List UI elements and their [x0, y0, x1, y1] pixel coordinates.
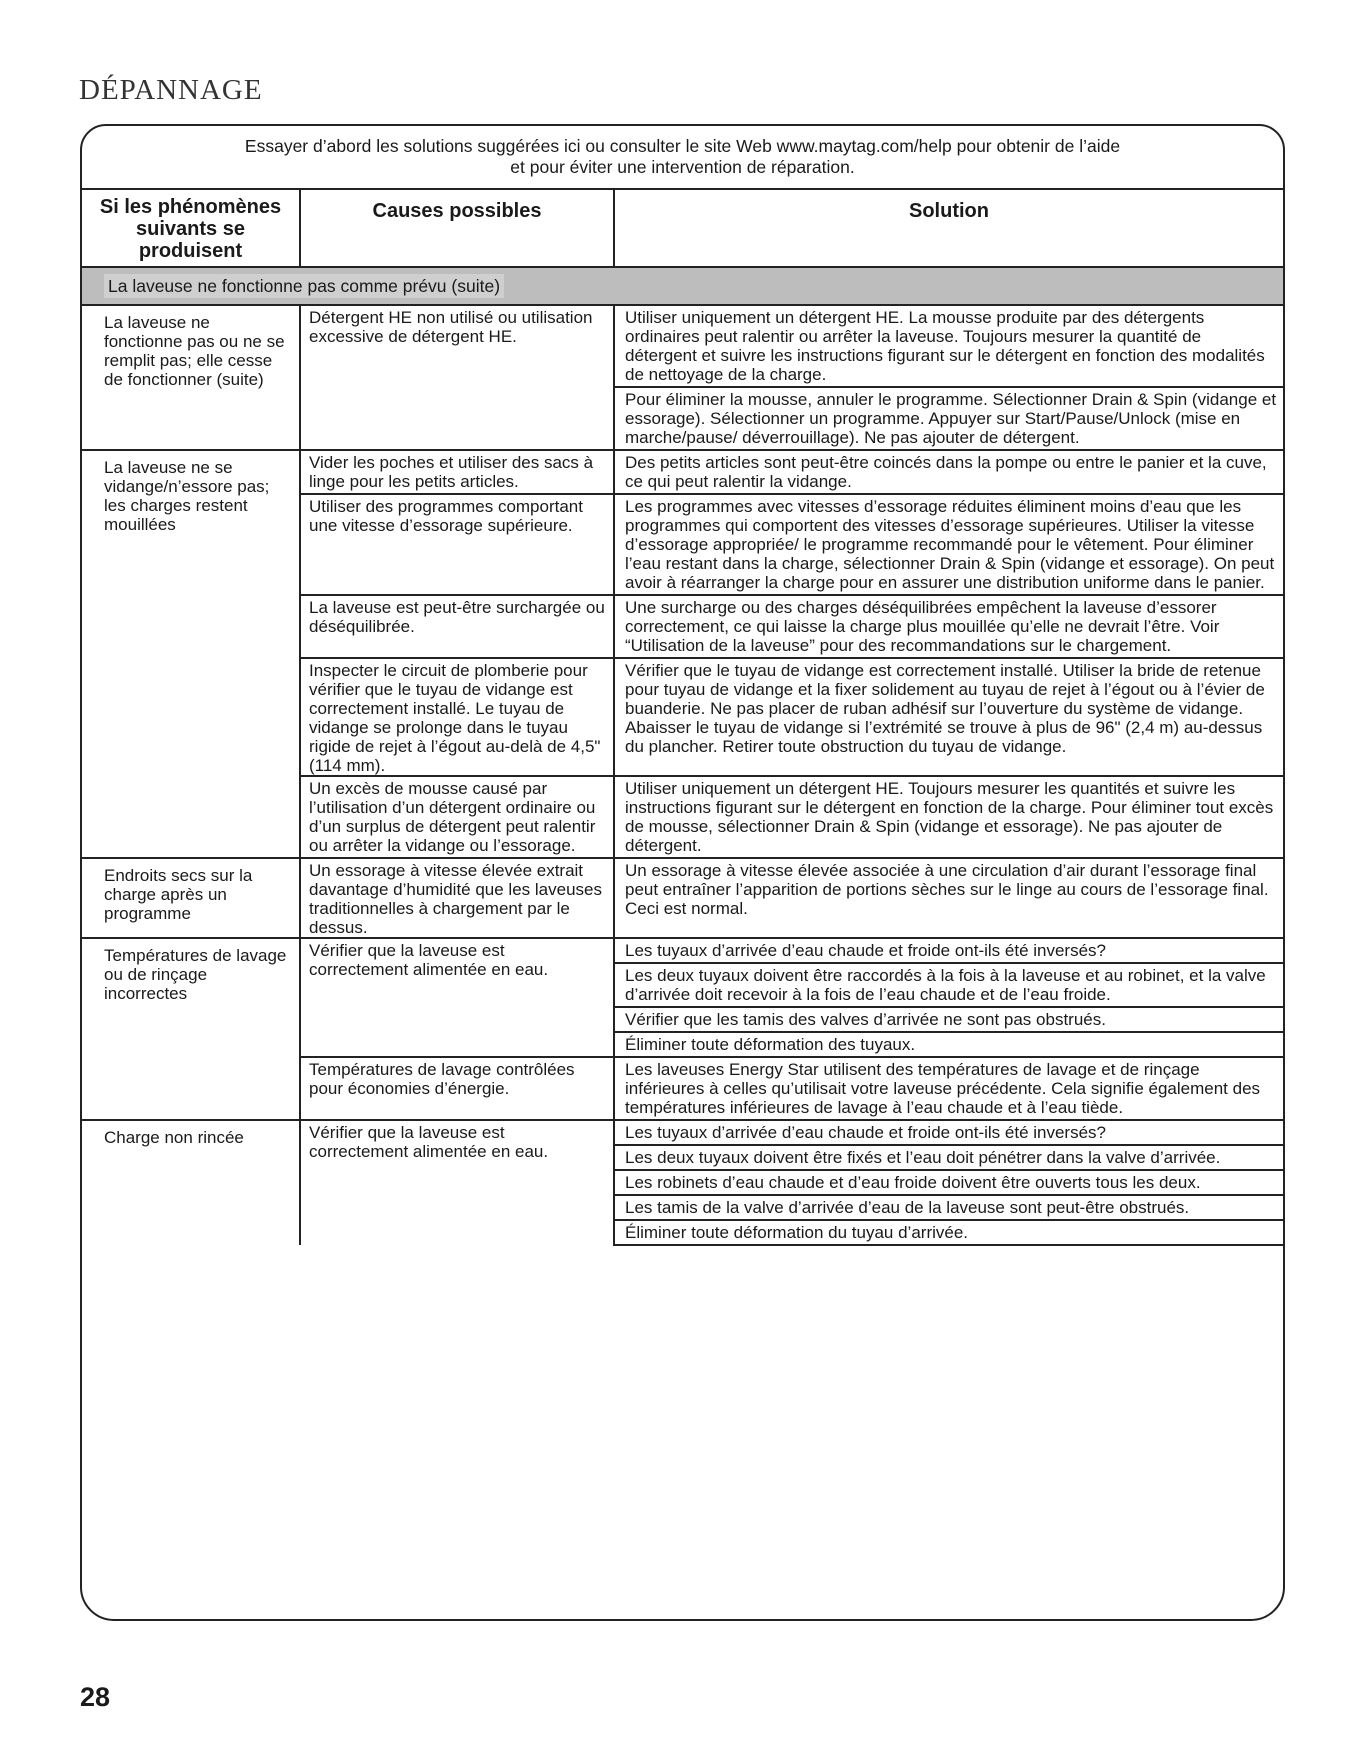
page-title: DÉPANNAGE — [79, 74, 263, 106]
section-title-cell — [82, 267, 1283, 305]
cause-cell: Températures de lavage contrôlées pour économies d’énergie. — [300, 1057, 614, 1120]
cause-cell: Détergent HE non utilisé ou utilisation excessive de détergent HE. — [300, 305, 614, 450]
solution-cell: Les tamis de la valve d’arrivée d’eau de la laveuse sont peut-être obstrués. — [614, 1195, 1283, 1220]
header-symptom: Si les phénomènes suivants se produisent — [82, 189, 300, 267]
solution-cell: Vérifier que les tamis des valves d’arrivée ne sont pas obstrués. — [614, 1007, 1283, 1032]
cause-cell: Un excès de mousse causé par l’utilisation d’un détergent ordinaire ou d’un surplus de détergent peut ralentir ou arrêter la vidange ou l’essorage. — [300, 776, 614, 858]
cause-cell: Un essorage à vitesse élevée extrait davantage d’humidité que les laveuses traditionnelles à chargement par le dessus. — [300, 858, 614, 938]
cause-cell: Vérifier que la laveuse est correctement alimentée en eau. — [300, 1120, 614, 1245]
troubleshooting-table — [82, 188, 1283, 1246]
cause-cell: Vérifier que la laveuse est correctement alimentée en eau. — [300, 938, 614, 1057]
symptom-cell: La laveuse ne fonctionne pas ou ne se remplit pas; elle cesse de fonctionner (suite) — [82, 305, 300, 450]
solution-cell: Vérifier que le tuyau de vidange est correctement installé. Utiliser la bride de retenue pour tuyau de vidange et la fixer solidement au tuyau de rejet à l’égout ou à l’évier de buanderie. Ne pas placer de ruban adhésif sur l’ouverture du système de vidange. Abaisser le tuyau de vidange si l’extrémité se trouve à plus de 96" (2,4 m) au-dessus du plancher. Retirer toute obstruction du tuyau de vidange. — [614, 658, 1283, 776]
solution-cell: Une surcharge ou des charges déséquilibrées empêchent la laveuse d’essorer correctement, ce qui laisse la charge plus mouillée qu’elle ne devrait l’être. Voir “Utilisation de la laveuse” pour des recommandations sur le chargement. — [614, 595, 1283, 658]
table-row — [82, 1120, 1283, 1145]
solution-cell: Les tuyaux d’arrivée d’eau chaude et froide ont-ils été inversés? — [614, 1120, 1283, 1145]
table-row — [82, 938, 1283, 963]
intro-text — [82, 126, 1283, 188]
page-number: 28 — [80, 1682, 111, 1712]
solution-cell: Éliminer toute déformation des tuyaux. — [614, 1032, 1283, 1057]
table-header-row — [82, 189, 1283, 267]
symptom-cell: Températures de lavage ou de rinçage incorrectes — [82, 938, 300, 1120]
troubleshooting-frame — [80, 124, 1285, 1621]
cause-cell: Utiliser des programmes comportant une vitesse d’essorage supérieure. — [300, 494, 614, 595]
intro-line-2: et pour éviter une intervention de réparation. — [510, 157, 855, 177]
table-row — [82, 858, 1283, 938]
solution-cell: Les deux tuyaux doivent être fixés et l’eau doit pénétrer dans la valve d’arrivée. — [614, 1145, 1283, 1170]
cause-cell: Vider les poches et utiliser des sacs à linge pour les petits articles. — [300, 450, 614, 494]
solution-cell: Un essorage à vitesse élevée associée à une circulation d’air durant l’essorage final peut entraîner l’apparition de portions sèches sur le linge au cours de l’essorage final. Ceci est normal. — [614, 858, 1283, 938]
header-causes: Causes possibles — [300, 189, 614, 267]
cause-cell: Inspecter le circuit de plomberie pour vérifier que le tuyau de vidange est correctement installé. Le tuyau de vidange se prolonge dans le tuyau rigide de rejet à l’égout au-delà de 4,5" (114 mm). — [300, 658, 614, 776]
section-title: La laveuse ne fonctionne pas comme prévu (suite) — [104, 274, 504, 298]
table-row — [82, 305, 1283, 387]
cause-cell: La laveuse est peut-être surchargée ou déséquilibrée. — [300, 595, 614, 658]
solution-cell: Les tuyaux d’arrivée d’eau chaude et froide ont-ils été inversés? — [614, 938, 1283, 963]
solution-cell: Les programmes avec vitesses d’essorage réduites éliminent moins d’eau que les programmes qui comportent des vitesses d’essorage supérieures. Utiliser la vitesse d’essorage appropriée/ le programme recommandé pour le vêtement. Pour éliminer l’eau restant dans la charge, sélectionner Drain & Spin (vidange et essorage). On peut avoir à réarranger la charge pour en assurer une distribution uniforme dans le panier. — [614, 494, 1283, 595]
section-row — [82, 267, 1283, 305]
table-row — [82, 450, 1283, 494]
solution-cell: Les robinets d’eau chaude et d’eau froide doivent être ouverts tous les deux. — [614, 1170, 1283, 1195]
intro-line-1: Essayer d’abord les solutions suggérées ici ou consulter le site Web www.maytag.com/help pour obtenir de l’aide — [244, 136, 1121, 156]
symptom-cell: La laveuse ne se vidange/n’essore pas; les charges restent mouillées — [82, 450, 300, 858]
solution-cell: Des petits articles sont peut-être coincés dans la pompe ou entre le panier et la cuve, ce qui peut ralentir la vidange. — [614, 450, 1283, 494]
solution-cell: Utiliser uniquement un détergent HE. La mousse produite par des détergents ordinaires peut ralentir ou arrêter la laveuse. Toujours mesurer la quantité de détergent et suivre les instructions figurant sur le détergent en fonction des modalités de nettoyage de la charge. — [614, 305, 1283, 387]
symptom-cell: Charge non rincée — [82, 1120, 300, 1245]
solution-cell: Éliminer toute déformation du tuyau d’arrivée. — [614, 1220, 1283, 1245]
symptom-cell: Endroits secs sur la charge après un programme — [82, 858, 300, 938]
header-solution: Solution — [614, 189, 1283, 267]
solution-cell: Pour éliminer la mousse, annuler le programme. Sélectionner Drain & Spin (vidange et essorage). Sélectionner un programme. Appuyer sur Start/Pause/Unlock (mise en marche/pause/ déverrouillage). Ne pas ajouter de détergent. — [614, 387, 1283, 450]
solution-cell: Les laveuses Energy Star utilisent des températures de lavage et de rinçage inférieures à celles qu’utilisait votre laveuse précédente. Cela signifie également des températures inférieures de lavage à l’eau chaude et à l’eau tiède. — [614, 1057, 1283, 1120]
solution-cell: Utiliser uniquement un détergent HE. Toujours mesurer les quantités et suivre les instructions figurant sur le détergent en fonction de la charge. Pour éliminer tout excès de mousse, sélectionner Drain & Spin (vidange et essorage). Ne pas ajouter de détergent. — [614, 776, 1283, 858]
solution-cell: Les deux tuyaux doivent être raccordés à la fois à la laveuse et au robinet, et la valve d’arrivée doit recevoir à la fois de l’eau chaude et de l’eau froide. — [614, 963, 1283, 1007]
